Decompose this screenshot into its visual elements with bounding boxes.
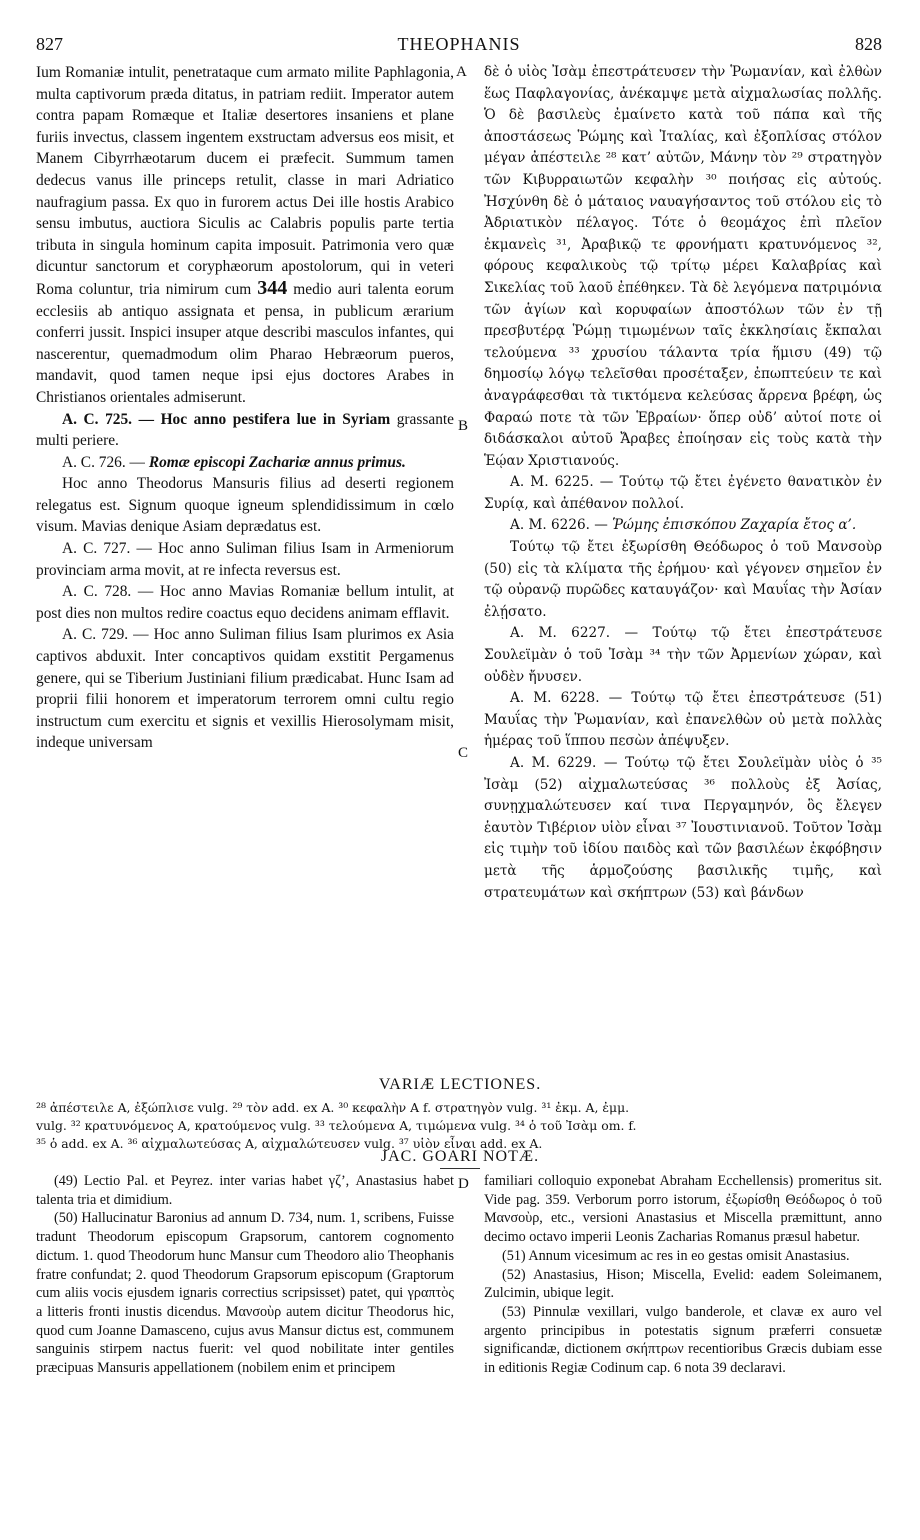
variae-lectiones-title: VARIÆ LECTIONES. xyxy=(378,1076,542,1093)
latin-entry-729: A. C. 729. — Hoc anno Suliman filius Isam plurimos ex Asia captivos abduxit. Inter concaptivos quidam exstitit Pergamenus genere, qui se Tiberium Justiniani filium prædicabat. Hunc Isam ad proprii filii honorem et imperatorum terrorem omni cultu regio instructum cum exercitu et signis et vexillis Hierosolymam misit, indeque universam xyxy=(36,626,455,752)
greek-entry-6228: A. M. 6228. — Τούτῳ τῷ ἔτει ἐπεστράτευσε (51) Μαυΐας τὴν Ῥωμανίαν, καὶ ἐπανελθὼν οὐ μετὰ πολλὰς ἡμέρας τοῦ ἵππου πεσὼν ἀπέψυξεν. xyxy=(484,690,882,750)
margin-marker-d: D xyxy=(458,1176,469,1192)
page-number-right: 828 xyxy=(855,34,882,54)
latin-entry-727: A. C. 727. — Hoc anno Suliman filius Isam in Armeniorum provinciam arma movit, at re infecta reversus est. xyxy=(36,540,454,579)
greek-entry-6225: A. M. 6225. — Τούτῳ τῷ ἔτει ἐγένετο θανατικὸν ἐν Συρίᾳ, καὶ ἀπέθανον πολλοί. xyxy=(484,474,882,512)
greek-column xyxy=(484,62,882,904)
divider xyxy=(440,1168,480,1169)
variant-line: ³⁵ ὁ add. ex A. ³⁶ αἰχμαλωτεύσας A, αἰχμαλώτευσεν vulg. ³⁷ υἱὸν εἶναι add. ex A. xyxy=(36,1136,543,1151)
latin-entry-725: A. C. 725. — Hoc anno pestifera lue in Syriam grassante multi periere. xyxy=(36,410,454,450)
running-header xyxy=(36,34,882,58)
variant-line: ²⁸ ἀπέστειλε A, ἐξώπλισε vulg. ²⁹ τὸν add. ex A. ³⁰ κεφαλὴν A f. στρατηγὸν vulg. ³¹ ἐκμ. A, ἐμμ. xyxy=(36,1100,630,1115)
greek-entry-6226-head: A. M. 6226. — Ῥώμης ἐπισκόπου Ζαχαρία ἔτος α’. xyxy=(510,517,857,534)
variae-lectiones xyxy=(36,1099,882,1153)
page-number-left: 827 xyxy=(36,34,63,54)
margin-marker-b: B xyxy=(458,418,469,434)
greek-paragraph: δὲ ὁ υἱὸς Ἰσὰμ ἐπεστράτευσεν τὴν Ῥωμανίαν, καὶ ἐλθὼν ἕως Παφλαγονίας, ἀνέκαμψε μετὰ αἰχμαλωσίας πολλῆς. Ὁ δὲ βασιλεὺς ἐμαίνετο κατὰ τοῦ πάπα καὶ τῆς ἀποστάσεως Ῥώμης καὶ Ἰταλίας, καὶ ἐξοπλίσας στόλον μέγαν ἀπέστειλε ²⁸ κατ’ αὐτῶν, Μάνην τὸν ²⁹ στρατηγὸν τῶν Κιβυρραιωτῶν κεφαλὴν ³⁰ ποιήσας εἰς αὐτούς. Ἠσχύνθη δὲ ὁ μάταιος ναυαγήσαντος τοῦ στόλου εἰς τὸ Ἀδριατικὸν πέλαγος. Τότε ὁ θεομάχος ἐπὶ πλεῖον ἐκμανεὶς ³¹, Ἀραβικῷ τε φρονήματι κρατυνόμενος ³², φόρους κεφαλικοὺς τῷ τρίτῳ μέρει Καλαβρίας καὶ Σικελίας τοῦ λαοῦ ἐπέθηκεν. Τὰ δὲ λεγόμενα πατριμόνια τῶν ἁγίων καὶ κορυφαίων ἀποστόλων τῶν ἐν τῇ πρεσβυτέρᾳ Ῥώμῃ τιμωμένων ταῖς ἐκκλησίαις ἔκπαλαι τελούμενα ³³ χρυσίου τάλαντα τρία ἥμισυ (49) τῷ δημοσίῳ λόγῳ τελεῖσθαι προσέταξεν, ἐπωπτεύειν τε καὶ ἀναγράφεσθαι τὰ τικτόμενα κελεύσας ἄρρενα βρέφη, ὡς Φαραώ ποτε τὰ τῶν Ἑβραίων· ὅπερ οὐδ’ αὐτοί ποτε οἱ διδάσκαλοι αὐτοῦ Ἄραβες ἐποίησαν εἰς τοὺς κατὰ τὴν Ἑῴαν Χριστιανούς. xyxy=(484,64,882,469)
note-49: (49) Lectio Pal. et Peyrez. inter varias habet γζ’, Anastasius habet talenta tria et dimidium. xyxy=(36,1173,454,1208)
greek-entry-6226: Τούτῳ τῷ ἔτει ἐξωρίσθη Θεόδωρος ὁ τοῦ Μανσοὺρ (50) εἰς τὰ κλίματα τῆς ἐρήμου· καὶ γέγονεν σημεῖον ἐν τῷ οὐρανῷ πυρῶδες καταυγάζον· καὶ Μαυΐας τὴν Ἀσίαν ἐλῄσατο. xyxy=(484,539,882,620)
greek-entry-6227: A. M. 6227. — Τούτῳ τῷ ἔτει ἐπεστράτευσε Σουλεϊμὰν ὁ τοῦ Ἰσὰμ ³⁴ τὴν τῶν Ἀρμενίων χώραν, καὶ οὐδὲν ἤνυσεν. xyxy=(484,625,882,685)
latin-paragraph: Ium Romaniæ intulit, penetrataque cum armato milite Paphlagonia, multa captivorum præda ditatus, in patriam rediit. Imperator autem contra papam Romæque et Italiæ desertores insaniens et plane furiis invectus, classem ingentem exstructam adversus eos misit, et Manem Cibyrrhæotarum ducem ei præfecit. Summum tamen dedecus vanus ille princeps retulit, classe in mari Adriatico naufragium passa. Ex quo in furorem actus Dei ille hostis Arabico sensu imbutus, auctiora Siculis ac Calabris populis parte tertia tributa in singula hominum capita imposuit. Patrimonia vero quæ dicuntur sanctorum et coryphæorum apostolorum, qui in veteri Roma coluntur, tria nimirum cum 344 medio auri talenta eorum ecclesiis ab antiquo assignata et pensa, in publicum ærarium conferri jussit. Inspici insuper atque describi masculos infantes, qui nascerentur, quemadmodum olim Pharao Hebræorum pueros, mandavit, quod tamen neque ipsi ejus doctores Arabes in Christianos orientales admiserunt. xyxy=(36,64,454,406)
note-53: (53) Pinnulæ vexillari, vulgo banderole, et clavæ ex auro vel argento principibus in potestatis signum præferri consuetæ significandæ, dictionem σκήπτρων recentioribus Græcis dubiam esse in editionis Regiæ Codinum cap. 6 nota 39 declaravi. xyxy=(484,1303,882,1377)
old-page-number: 344 xyxy=(257,276,288,299)
margin-marker-a: A xyxy=(456,64,467,80)
latin-entry-728: A. C. 728. — Hoc anno Mavias Romaniæ bellum intulit, at post dies non multos redire coactus equo decidens animam efflavit. xyxy=(36,583,454,622)
note-50: (50) Hallucinatur Baronius ad annum D. 734, num. 1, scribens, Fuisse tradunt Theodorum episcopum Grapsorum, cantorem cognomento dictum. 1. quod Theodorum hunc Mansur cum Theodoro alio Theophanis fratre confundat; 2. quod Theodorum Grapsorum episcopum (Graptorum cum aliis vocis ejusdem ignaris correctius scripsisset) patet, qui γραπτὸς a litteris fronti inustis dicendus. Μανσοὺρ autem dicitur Theodorus hic, quod cum Joanne Damasceno, cujus avus Mansur dictus est, communem sanguinis stirpem nactus fuerit: vel quod nobilitate inter gentiles præcipuas Mansuris appellationem (nobilem enim et principem xyxy=(36,1210,454,1377)
margin-marker-c: C xyxy=(458,745,469,761)
notae-title: JAC. GOARI NOTÆ. xyxy=(380,1148,540,1165)
notes-left-column xyxy=(36,1172,454,1378)
latin-entry-726: Hoc anno Theodorus Mansuris filius ad deserti regionem relegatus est. Signum quoque igneum splendidissimum in cœlo visum. Mavias denique Asiam deprædatus est. xyxy=(36,475,454,536)
variant-line: vulg. ³² κρατυνόμενος A, κρατούμενος vulg. ³³ τελούμενα A, τιμώμενα vulg. ³⁴ ὁ τοῦ Ἰσὰμ om. f. xyxy=(36,1118,637,1133)
running-title: THEOPHANIS xyxy=(397,34,521,54)
note-52: (52) Anastasius, Hison; Miscella, Evelid: eadem Soleimanem, Zulcimin, ubique legit. xyxy=(484,1266,882,1302)
latin-entry-726-head: A. C. 726. — Romæ episcopi Zachariæ annus primus. xyxy=(62,453,406,471)
notes-right-column xyxy=(484,1172,882,1378)
latin-column xyxy=(36,62,454,754)
greek-entry-6229: A. M. 6229. — Τούτῳ τῷ ἔτει Σουλεϊμὰν υἱὸς ὁ ³⁵ Ἰσὰμ (52) αἰχμαλωτεύσας ³⁶ πολλοὺς ἐξ Ἀσίας, συνῃχμαλώτευσεν καί τινα Περγαμηνόν, ὃς ἔλεγεν ἑαυτὸν Τιβέριον υἱὸν εἶναι ³⁷ Ἰουστινιανοῦ. Τοῦτον Ἰσὰμ εἰς τιμὴν τοῦ ἰδίου παιδὸς καὶ τῶν βασιλέων ἐκφόβησιν μετὰ τῆς ἁρμοζούσης βασιλικῆς τιμῆς, καὶ στρατευμάτων καὶ σκήπτρων (53) καὶ βάνδων xyxy=(484,755,883,901)
note-50-continued: familiari colloquio exponebat Abraham Ecchellensis) promeritus sit. Vide pag. 359. Verborum porro istorum, ἐξωρίσθη Θεόδωρος ὁ τοῦ Μανσοὺρ, etc., versioni Anastasius et Miscella præmittunt, anno decimo octavo imperii Leonis Zacharias Romanus præsul habetur. xyxy=(484,1173,882,1246)
note-51: (51) Annum vicesimum ac res in eo gestas omisit Anastasius. xyxy=(502,1247,850,1264)
